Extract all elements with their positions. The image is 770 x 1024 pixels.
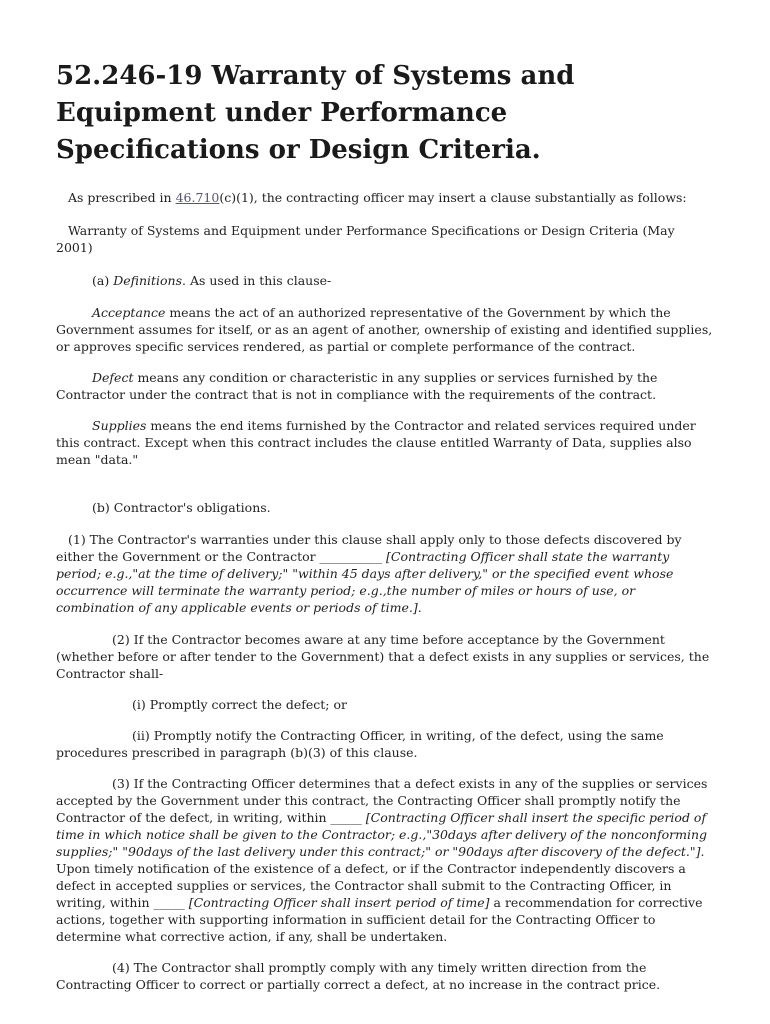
paragraph-b2-ii: (ii) Promptly notify the Contracting Officer, in writing, of the defect, using the same procedures prescribed in paragraph (b)(3) of this clause. [56,728,664,760]
definition-supplies: Supplies means the end items furnished by the Contractor and related services required under this contract. Except when this contract includes the clause entitled Warranty of Data, supplies also mean "data." [56,418,696,467]
clause-title: Warranty of Systems and Equipment under Performance Specifications or Design Criteria (May 2001) [56,223,675,255]
paragraph-b4: (4) The Contractor shall promptly comply with any timely written direction from the Contracting Officer to correct or partially correct a defect, at no increase in the contract price. [56,960,661,992]
definition-defect: Defect means any condition or characteristic in any supplies or services furnished by the Contractor under the contract that is not in compliance with the requirements of the contract. [56,370,658,402]
definition-acceptance: Acceptance means the act of an authorized representative of the Government by which the Government assumes for itself, or as an agent of another, ownership of existing and identified supplies, or approves specific services rendered, as partial or complete performance of the contract. [56,305,713,354]
paragraph-b1: (1) The Contractor's warranties under this clause shall apply only to those defects discovered by either the Government or the Contractor __________ [Contracting Officer shall state the warranty period; e.g.,"at the time of delivery;" "within 45 days after delivery," or the specified event whose occurrence will terminate the warranty period; e.g.,the number of miles or hours of use, or combination of any applicable events or periods of time.]. [56,532,682,615]
paragraph-b3: (3) If the Contracting Officer determines that a defect exists in any of the supplies or services accepted by the Government under this contract, the Contracting Officer shall promptly notify the Contractor of the defect, in writing, within _____ [Contracting Officer shall insert the specific period of time in which notice shall be given to the Contractor; e.g.,"30days after delivery of the nonconforming supplies;" "90days of the last delivery under this contract;" or "90days after discovery of the defect."]. Upon timely notification of the existence of a defect, or if the Contractor independently discovers a defect in accepted supplies or services, the Contractor shall submit to the Contracting Officer, in writing, within _____ [Contracting Officer shall insert period of time] a recommendation for corrective actions, together with supporting information in sufficient detail for the Contracting Officer to determine what corrective action, if any, shall be undertaken. [56,776,708,944]
paragraph-b2: (2) If the Contractor becomes aware at any time before acceptance by the Government (whether before or after tender to the Government) that a defect exists in any supplies or services, the Contractor shall- [56,632,710,681]
prescription-paragraph: As prescribed in 46.710(c)(1), the contracting officer may insert a clause substantially as follows: [68,190,687,205]
reference-link-46-710[interactable]: 46.710 [175,190,220,205]
page-title: 52.246-19 Warranty of Systems and Equipment under Performance Specifications or Design Criteria. [56,61,575,165]
paragraph-b2-i: (i) Promptly correct the defect; or [132,697,347,712]
paragraph-b-heading: (b) Contractor's obligations. [92,500,271,515]
paragraph-a-definitions: (a) Definitions. As used in this clause- [92,273,332,288]
